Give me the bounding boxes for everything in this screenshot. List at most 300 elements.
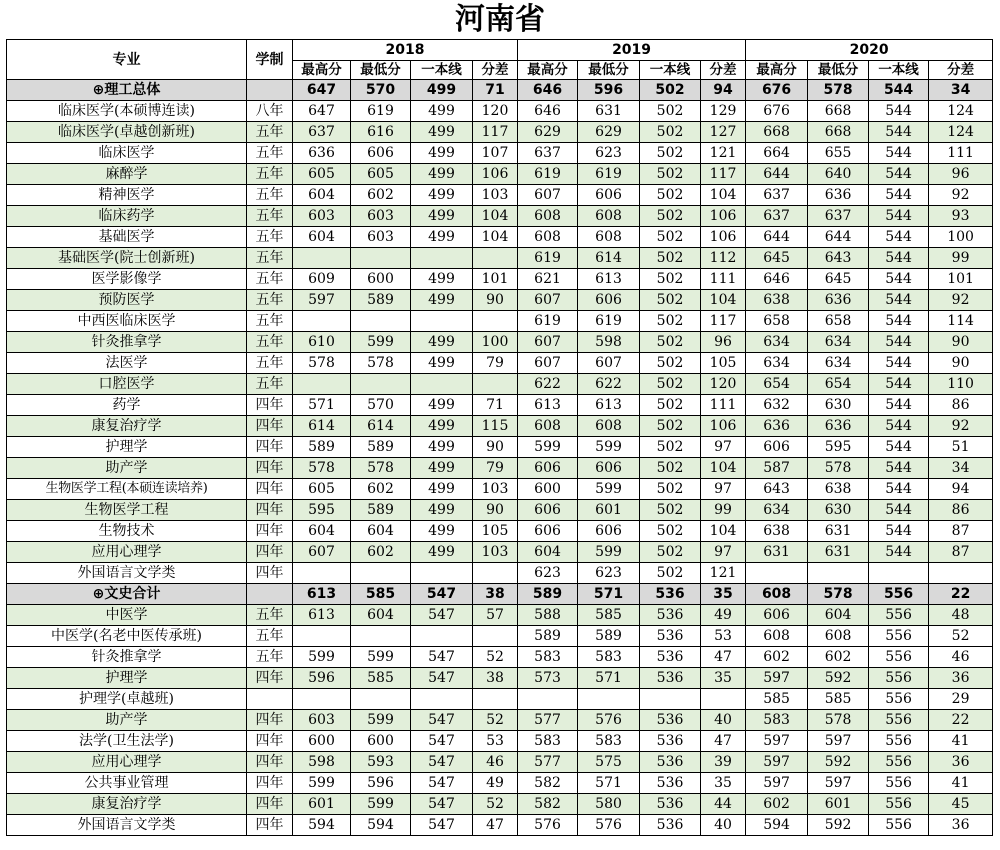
score-cell: 499 xyxy=(411,185,473,206)
score-cell: 111 xyxy=(701,395,746,416)
score-cell xyxy=(473,248,518,269)
major-name-cell: 外国语言文学类 xyxy=(7,815,247,836)
score-cell: 100 xyxy=(929,227,993,248)
score-cell: 105 xyxy=(473,521,518,542)
score-cell xyxy=(351,563,411,584)
score-cell: 637 xyxy=(808,206,869,227)
score-cell: 103 xyxy=(473,185,518,206)
score-cell: 578 xyxy=(293,458,351,479)
score-cell: 39 xyxy=(701,752,746,773)
score-cell: 544 xyxy=(869,164,929,185)
score-cell: 47 xyxy=(701,731,746,752)
score-cell: 52 xyxy=(473,647,518,668)
score-cell: 629 xyxy=(518,122,578,143)
score-cell: 645 xyxy=(808,269,869,290)
table-row xyxy=(7,626,993,647)
score-cell: 547 xyxy=(411,773,473,794)
score-cell: 578 xyxy=(808,584,869,605)
score-cell: 643 xyxy=(808,248,869,269)
score-cell: 604 xyxy=(351,605,411,626)
sub-header-2020-2: 一本线 xyxy=(869,61,929,80)
score-cell: 499 xyxy=(411,122,473,143)
score-cell: 578 xyxy=(293,353,351,374)
score-cell: 604 xyxy=(351,521,411,542)
score-cell: 608 xyxy=(518,227,578,248)
duration-cell: 四年 xyxy=(247,395,293,416)
table-row xyxy=(7,752,993,773)
score-cell: 90 xyxy=(929,353,993,374)
score-cell: 502 xyxy=(640,164,701,185)
score-cell: 103 xyxy=(473,542,518,563)
score-cell: 599 xyxy=(351,647,411,668)
score-cell: 589 xyxy=(351,290,411,311)
score-cell: 619 xyxy=(518,248,578,269)
score-cell: 606 xyxy=(518,458,578,479)
score-cell xyxy=(411,374,473,395)
sub-header-2018-2: 一本线 xyxy=(411,61,473,80)
score-cell: 36 xyxy=(929,668,993,689)
score-cell: 636 xyxy=(746,416,808,437)
score-cell: 654 xyxy=(808,374,869,395)
score-cell: 621 xyxy=(518,269,578,290)
score-cell: 90 xyxy=(473,437,518,458)
table-row xyxy=(7,269,993,290)
major-name-cell: 中西医临床医学 xyxy=(7,311,247,332)
score-cell: 604 xyxy=(808,605,869,626)
score-cell: 607 xyxy=(518,185,578,206)
score-cell: 79 xyxy=(473,353,518,374)
duration-cell: 五年 xyxy=(247,227,293,248)
score-cell: 51 xyxy=(929,437,993,458)
score-cell: 604 xyxy=(293,521,351,542)
score-cell: 111 xyxy=(701,269,746,290)
score-cell: 46 xyxy=(473,752,518,773)
major-name-cell: 临床医学(本硕博连读) xyxy=(7,101,247,122)
score-cell: 605 xyxy=(351,164,411,185)
score-cell: 53 xyxy=(473,731,518,752)
major-name-cell: 应用心理学 xyxy=(7,542,247,563)
score-cell: 544 xyxy=(869,269,929,290)
score-cell: 631 xyxy=(578,101,640,122)
score-cell: 121 xyxy=(701,143,746,164)
score-cell: 577 xyxy=(518,752,578,773)
score-cell: 599 xyxy=(578,479,640,500)
year-header-2019: 2019 xyxy=(518,40,746,61)
score-cell: 589 xyxy=(351,500,411,521)
table-row xyxy=(7,521,993,542)
score-cell: 636 xyxy=(808,185,869,206)
score-cell: 601 xyxy=(578,500,640,521)
score-cell: 44 xyxy=(701,794,746,815)
score-cell: 644 xyxy=(808,227,869,248)
score-cell xyxy=(640,689,701,710)
score-cell: 600 xyxy=(518,479,578,500)
score-cell: 592 xyxy=(808,668,869,689)
score-cell: 614 xyxy=(578,248,640,269)
score-cell: 115 xyxy=(473,416,518,437)
score-cell: 544 xyxy=(869,437,929,458)
major-name-cell: 针灸推拿学 xyxy=(7,647,247,668)
score-cell: 48 xyxy=(929,605,993,626)
duration-cell: 五年 xyxy=(247,164,293,185)
score-cell: 87 xyxy=(929,521,993,542)
score-cell: 589 xyxy=(293,437,351,458)
score-cell: 608 xyxy=(578,416,640,437)
score-cell xyxy=(351,689,411,710)
score-cell: 104 xyxy=(701,458,746,479)
score-cell xyxy=(473,626,518,647)
score-cell: 120 xyxy=(473,101,518,122)
score-cell: 124 xyxy=(929,122,993,143)
score-cell: 104 xyxy=(473,206,518,227)
duration-cell: 五年 xyxy=(247,647,293,668)
score-cell: 502 xyxy=(640,206,701,227)
score-cell: 499 xyxy=(411,479,473,500)
score-cell: 502 xyxy=(640,395,701,416)
score-cell: 603 xyxy=(351,206,411,227)
score-cell: 606 xyxy=(578,185,640,206)
score-cell: 499 xyxy=(411,101,473,122)
table-row xyxy=(7,458,993,479)
score-cell: 127 xyxy=(701,122,746,143)
score-cell: 589 xyxy=(578,626,640,647)
score-cell: 599 xyxy=(293,647,351,668)
score-cell: 608 xyxy=(518,416,578,437)
score-cell xyxy=(473,689,518,710)
score-cell: 536 xyxy=(640,752,701,773)
score-cell: 600 xyxy=(351,269,411,290)
major-name-cell: ⊕文史合计 xyxy=(7,584,247,605)
score-cell xyxy=(351,248,411,269)
score-cell: 86 xyxy=(929,500,993,521)
score-cell: 502 xyxy=(640,311,701,332)
table-row xyxy=(7,416,993,437)
score-cell: 654 xyxy=(746,374,808,395)
score-cell: 629 xyxy=(578,122,640,143)
score-cell: 90 xyxy=(929,332,993,353)
score-cell: 107 xyxy=(473,143,518,164)
score-cell: 623 xyxy=(578,143,640,164)
major-name-cell: 应用心理学 xyxy=(7,752,247,773)
score-cell: 613 xyxy=(578,269,640,290)
score-cell: 631 xyxy=(808,521,869,542)
major-name-cell: 康复治疗学 xyxy=(7,416,247,437)
table-row xyxy=(7,332,993,353)
duration-cell: 四年 xyxy=(247,794,293,815)
score-cell: 598 xyxy=(578,332,640,353)
score-cell xyxy=(411,248,473,269)
score-cell xyxy=(351,311,411,332)
score-cell: 71 xyxy=(473,395,518,416)
score-cell: 22 xyxy=(929,710,993,731)
score-cell: 637 xyxy=(293,122,351,143)
table-row xyxy=(7,500,993,521)
score-cell: 576 xyxy=(518,815,578,836)
score-cell: 499 xyxy=(411,353,473,374)
score-cell: 599 xyxy=(351,332,411,353)
score-cell: 556 xyxy=(869,584,929,605)
score-cell xyxy=(473,563,518,584)
major-name-cell: 生物医学工程 xyxy=(7,500,247,521)
duration-cell: 五年 xyxy=(247,353,293,374)
sub-header-2019-3: 分差 xyxy=(701,61,746,80)
score-cell: 576 xyxy=(578,815,640,836)
score-cell: 92 xyxy=(929,416,993,437)
score-cell: 606 xyxy=(746,437,808,458)
score-cell: 583 xyxy=(578,647,640,668)
score-cell: 499 xyxy=(411,206,473,227)
score-cell: 45 xyxy=(929,794,993,815)
duration-cell: 四年 xyxy=(247,500,293,521)
score-cell: 35 xyxy=(701,668,746,689)
score-cell: 599 xyxy=(578,437,640,458)
score-cell: 35 xyxy=(701,584,746,605)
duration-cell: 五年 xyxy=(247,248,293,269)
duration-cell: 四年 xyxy=(247,416,293,437)
score-cell: 547 xyxy=(411,647,473,668)
score-cell: 597 xyxy=(293,290,351,311)
score-cell: 96 xyxy=(929,164,993,185)
score-cell: 106 xyxy=(701,206,746,227)
duration-cell: 五年 xyxy=(247,311,293,332)
score-cell: 575 xyxy=(578,752,640,773)
score-cell: 106 xyxy=(701,227,746,248)
score-cell: 544 xyxy=(869,542,929,563)
major-name-cell: 生物技术 xyxy=(7,521,247,542)
score-cell: 93 xyxy=(929,206,993,227)
score-cell: 49 xyxy=(701,605,746,626)
score-cell: 502 xyxy=(640,269,701,290)
sub-header-2020-0: 最高分 xyxy=(746,61,808,80)
score-cell: 644 xyxy=(746,227,808,248)
duration-cell: 四年 xyxy=(247,437,293,458)
score-cell: 117 xyxy=(473,122,518,143)
score-cell: 40 xyxy=(701,710,746,731)
score-cell: 585 xyxy=(746,689,808,710)
score-cell: 676 xyxy=(746,101,808,122)
score-cell: 607 xyxy=(518,290,578,311)
duration-cell: 四年 xyxy=(247,458,293,479)
score-cell: 631 xyxy=(746,542,808,563)
score-cell: 124 xyxy=(929,101,993,122)
major-name-cell: 针灸推拿学 xyxy=(7,332,247,353)
score-cell: 129 xyxy=(701,101,746,122)
score-cell: 619 xyxy=(518,311,578,332)
score-cell: 92 xyxy=(929,290,993,311)
score-cell: 576 xyxy=(578,710,640,731)
score-cell: 547 xyxy=(411,794,473,815)
score-cell: 502 xyxy=(640,290,701,311)
score-cell: 592 xyxy=(808,752,869,773)
score-cell: 556 xyxy=(869,773,929,794)
duration-cell: 八年 xyxy=(247,101,293,122)
score-cell xyxy=(293,689,351,710)
score-cell: 602 xyxy=(808,647,869,668)
score-cell: 606 xyxy=(578,521,640,542)
score-cell: 92 xyxy=(929,185,993,206)
score-cell: 544 xyxy=(869,332,929,353)
duration-cell: 五年 xyxy=(247,122,293,143)
table-row xyxy=(7,689,993,710)
table-row xyxy=(7,164,993,185)
table-row xyxy=(7,227,993,248)
score-cell: 613 xyxy=(293,584,351,605)
score-cell: 547 xyxy=(411,815,473,836)
score-cell: 599 xyxy=(351,794,411,815)
major-name-cell: 公共事业管理 xyxy=(7,773,247,794)
score-cell xyxy=(411,689,473,710)
score-cell: 536 xyxy=(640,794,701,815)
score-cell: 34 xyxy=(929,458,993,479)
score-cell: 664 xyxy=(746,143,808,164)
duration-cell: 四年 xyxy=(247,668,293,689)
year-header-2020: 2020 xyxy=(746,40,993,61)
score-cell: 570 xyxy=(351,80,411,101)
score-cell: 536 xyxy=(640,710,701,731)
score-cell: 544 xyxy=(869,311,929,332)
score-cell: 578 xyxy=(351,353,411,374)
summary-row xyxy=(7,80,993,101)
table-row xyxy=(7,143,993,164)
major-name-cell: 护理学 xyxy=(7,437,247,458)
table-row xyxy=(7,605,993,626)
score-cell: 613 xyxy=(578,395,640,416)
score-cell: 544 xyxy=(869,395,929,416)
score-cell: 547 xyxy=(411,731,473,752)
score-cell: 544 xyxy=(869,206,929,227)
score-cell: 608 xyxy=(808,626,869,647)
major-name-cell: ⊕理工总体 xyxy=(7,80,247,101)
score-cell: 637 xyxy=(746,206,808,227)
score-cell: 547 xyxy=(411,668,473,689)
score-cell: 502 xyxy=(640,521,701,542)
score-cell: 499 xyxy=(411,458,473,479)
score-cell: 544 xyxy=(869,374,929,395)
score-cell: 105 xyxy=(701,353,746,374)
table-row xyxy=(7,668,993,689)
sub-header-2018-3: 分差 xyxy=(473,61,518,80)
score-cell: 605 xyxy=(293,479,351,500)
score-cell: 502 xyxy=(640,437,701,458)
score-cell: 634 xyxy=(746,500,808,521)
score-cell: 502 xyxy=(640,101,701,122)
score-cell: 578 xyxy=(808,80,869,101)
score-cell: 86 xyxy=(929,395,993,416)
major-name-cell: 康复治疗学 xyxy=(7,794,247,815)
major-name-cell: 基础医学(院士创新班) xyxy=(7,248,247,269)
score-cell: 53 xyxy=(701,626,746,647)
score-cell: 638 xyxy=(746,290,808,311)
major-name-cell: 法医学 xyxy=(7,353,247,374)
score-cell: 47 xyxy=(701,647,746,668)
score-cell: 22 xyxy=(929,584,993,605)
score-cell: 647 xyxy=(293,101,351,122)
score-cell: 606 xyxy=(746,605,808,626)
score-cell: 604 xyxy=(293,185,351,206)
score-cell: 544 xyxy=(869,248,929,269)
score-cell: 655 xyxy=(808,143,869,164)
score-cell: 94 xyxy=(929,479,993,500)
score-cell: 608 xyxy=(746,626,808,647)
duration-cell: 四年 xyxy=(247,479,293,500)
score-cell: 90 xyxy=(473,290,518,311)
score-cell: 619 xyxy=(578,164,640,185)
score-cell: 637 xyxy=(518,143,578,164)
score-cell: 608 xyxy=(746,584,808,605)
table-row xyxy=(7,815,993,836)
score-cell: 585 xyxy=(351,668,411,689)
score-cell: 601 xyxy=(293,794,351,815)
score-cell: 117 xyxy=(701,164,746,185)
score-cell: 36 xyxy=(929,815,993,836)
sub-header-2018-0: 最高分 xyxy=(293,61,351,80)
score-cell xyxy=(293,374,351,395)
score-cell xyxy=(808,563,869,584)
score-cell: 502 xyxy=(640,248,701,269)
duration-cell: 四年 xyxy=(247,731,293,752)
score-cell: 643 xyxy=(746,479,808,500)
sub-header-2019-1: 最低分 xyxy=(578,61,640,80)
duration-cell: 四年 xyxy=(247,815,293,836)
score-cell: 606 xyxy=(578,290,640,311)
score-cell: 668 xyxy=(808,101,869,122)
score-cell: 636 xyxy=(808,416,869,437)
score-cell xyxy=(929,563,993,584)
score-cell: 607 xyxy=(518,353,578,374)
table-row xyxy=(7,353,993,374)
score-cell: 114 xyxy=(929,311,993,332)
table-row xyxy=(7,374,993,395)
score-cell: 634 xyxy=(746,332,808,353)
score-cell: 607 xyxy=(293,542,351,563)
score-cell: 644 xyxy=(746,164,808,185)
score-cell: 57 xyxy=(473,605,518,626)
table-row xyxy=(7,248,993,269)
score-cell: 502 xyxy=(640,353,701,374)
score-cell: 583 xyxy=(518,731,578,752)
score-cell: 595 xyxy=(808,437,869,458)
score-cell: 499 xyxy=(411,416,473,437)
major-name-cell: 助产学 xyxy=(7,710,247,731)
duration-cell: 五年 xyxy=(247,626,293,647)
score-cell: 499 xyxy=(411,437,473,458)
table-row xyxy=(7,122,993,143)
score-cell: 597 xyxy=(746,731,808,752)
score-cell: 556 xyxy=(869,794,929,815)
score-cell: 619 xyxy=(351,101,411,122)
score-cell: 601 xyxy=(808,794,869,815)
major-name-cell: 护理学 xyxy=(7,668,247,689)
year-header-2018: 2018 xyxy=(293,40,518,61)
table-row xyxy=(7,794,993,815)
page-title: 河南省 xyxy=(455,2,545,37)
duration-cell: 四年 xyxy=(247,542,293,563)
score-cell: 502 xyxy=(640,80,701,101)
score-cell: 121 xyxy=(701,563,746,584)
score-cell: 636 xyxy=(808,290,869,311)
score-cell: 556 xyxy=(869,752,929,773)
score-cell: 647 xyxy=(293,80,351,101)
duration-cell: 五年 xyxy=(247,206,293,227)
score-cell: 597 xyxy=(746,752,808,773)
score-cell: 622 xyxy=(578,374,640,395)
score-cell: 36 xyxy=(929,752,993,773)
score-cell: 658 xyxy=(746,311,808,332)
score-cell: 556 xyxy=(869,689,929,710)
score-cell: 110 xyxy=(929,374,993,395)
score-cell: 589 xyxy=(351,437,411,458)
score-cell: 596 xyxy=(578,80,640,101)
